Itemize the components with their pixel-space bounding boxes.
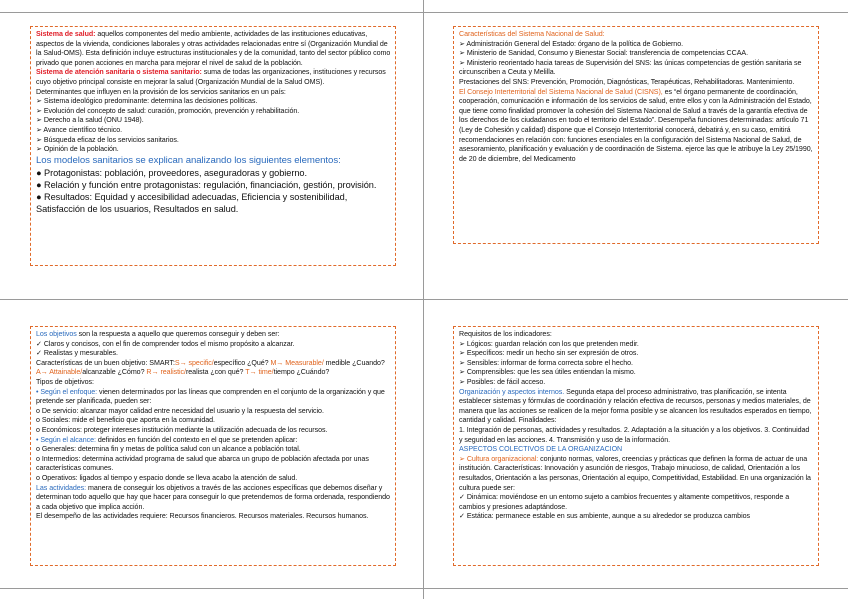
modelos-heading: Los modelos sanitarios se explican analizando los siguientes elementos: — [36, 154, 341, 166]
list-item: ➢ Lógicos: guardan relación con los que pretenden medir. — [459, 339, 639, 348]
tipos-heading: Tipos de objetivos: — [36, 377, 94, 386]
list-item: ➢ Sensibles: informar de forma correcta sobre el hecho. — [459, 358, 633, 367]
requisitos-heading: Requisitos de los indicadores: — [459, 330, 552, 338]
list-item: ➢ Ministerio de Sanidad, Consumo y Bienestar Social: transferencia de competencias CCAA. — [459, 49, 748, 58]
definicion-sistema-salud: Sistema de salud: aquellos componentes del medio ambiente, actividades de las instituciones educativas, aspectos de la vivienda, condiciones laborales y otras actividades relacionadas entre sí (Organización Mundial de la Salud-OMS). Esta definición incluye estructuras institucionales y de la comunidad, tanto del sector público como privado que ponen acciones en marcha para mejorar el nivel de salud de la población. — [36, 30, 391, 67]
list-item: o Intermedios: determina actividad programa de salud que abarca un grupo de población afectada por unas características comunes. — [36, 454, 369, 473]
alcance-paragraph: • Según el alcance: definidos en función del contexto en el que se pretenden aplicar: — [36, 435, 298, 444]
list-item: ➢ Comprensibles: que les sea útiles entiendan la mismo. — [459, 368, 636, 377]
smart-line: Características de un buen objetivo: SMART:S→ specific/específico ¿Qué? M→ Measurable/ medible ¿Cuando? A→ Attainable/alcanzable ¿Cómo? R→ realistic/realista ¿con qué? T→ time/tiempo ¿Cuándo? — [36, 358, 385, 377]
list-item: ➢ Avance científico técnico. — [36, 125, 123, 134]
enfoque-paragraph: • Según el enfoque: vienen determinados por las líneas que comprenden en el conjunto de la organización y que pretende ser planificada, pueden ser: — [36, 387, 385, 406]
card-indicadores — [453, 326, 819, 566]
list-item: o De servicio: alcanzar mayor calidad entre necesidad del usuario y la respuesta del servicio. — [36, 406, 324, 415]
aspectos-heading: ASPECTOS COLECTIVOS DE LA ORGANIZACION — [459, 445, 623, 454]
bottom-guide-line — [0, 588, 848, 589]
list-item: ➢ Derecho a la salud (ONU 1948). — [36, 116, 144, 125]
list-item: ➢ Posibles: de fácil acceso. — [459, 377, 546, 386]
determinantes-heading: Determinantes que influyen en la provisión de los servicios sanitarios en un país: — [36, 87, 286, 96]
list-item: ● Protagonistas: población, proveedores, aseguradoras y gobierno. — [36, 167, 307, 178]
card-sistema-nacional — [453, 26, 819, 244]
actividades-paragraph: Las actividades: manera de conseguir los objetivos a través de las acciones específicas que debemos diseñar y determinan todo aquello que hay que hacer para conseguir lo que pretendemos de forma ordenada, respondiendo a cada objetivo que implica acción. — [36, 483, 390, 511]
list-item: ✓ Claros y concisos, con el fin de comprender todos el mismo propósito a alcanzar. — [36, 339, 295, 348]
list-item: ➢ Específicos: medir un hecho sin ser expresión de otros. — [459, 349, 639, 358]
list-item: ✓ Estática: permanece estable en sus ambiente, aunque a su alrededor se produzca cambios — [459, 512, 750, 521]
objetivos-intro: Los objetivos son la respuesta a aquello que queremos conseguir y deben ser: — [36, 330, 280, 338]
list-item: ➢ Administración General del Estado: órgano de la política de Gobierno. — [459, 39, 684, 48]
list-item: o Generales: determina fin y metas de política salud con un alcance a población total. — [36, 445, 301, 454]
list-item: ● Relación y función entre protagonistas: regulación, financiación, gestión, provisión. — [36, 179, 377, 190]
recursos-line: El desempeño de las actividades requiere: Recursos financieros. Recursos materiales. Recursos humanos. — [36, 512, 369, 521]
cisns-paragraph: El Consejo Interterritorial del Sistema Nacional de Salud (CISNS), es “el órgano permanente de coordinación, cooperación, comunicación e información de los servicios de salud, entre ellos y con la Administración del Estado, que tiene como finalidad promover la cohesión del Sistema Nacional de Salud a través de la garantía efectiva de los derechos de los ciudadanos en todo el territorio del Estado”. Desempeña funciones determinadas: artículo 71 (Ley de Cohesión y calidad) dispone que el Consejo Interterritorial conocerá, debatirá y, en su caso, emitirá recomendaciones en relación con: funciones esenciales en la configuración del Sistema Nacional de Salud, de asesoramiento, planificación y evaluación y de coordinación de Sistema. ejerce las que le atribuye la Ley 25/1990, de 20 de diciembre, del Medicamento — [459, 87, 813, 163]
list-item: ➢ Búsqueda eficaz de los servicios sanitarios. — [36, 135, 179, 144]
middle-guide-line — [0, 299, 848, 300]
top-guide-line — [0, 12, 848, 13]
finalidades: 1. Integración de personas, actividades y resultados. 2. Adaptación a la situación y a los objetivos. 3. Continuidad y seguridad en las acciones. 4. Transmisión y uso de la información. — [459, 425, 810, 444]
list-item: ✓ Realistas y mesurables. — [36, 349, 118, 358]
center-guide-line — [423, 0, 424, 599]
list-item: o Operativos: ligados al tiempo y espacio donde se lleva acabo la atención de salud. — [36, 473, 298, 482]
list-item: o Sociales: mide el beneficio que aporta en la comunidad. — [36, 416, 215, 425]
list-item: ➢ Ministerio reorientado hacia tareas de Supervisión del SNS: las únicas competencias de gestión sanitaria se circunscriben a Ceuta y Melilla. — [459, 58, 802, 77]
list-item: ➢ Sistema ideológico predominante: determina las decisiones políticas. — [36, 97, 258, 106]
card-objetivos — [30, 326, 396, 566]
list-item: ● Resultados: Equidad y accesibilidad adecuadas, Eficiencia y sostenibilidad, Satisfacción de los usuarios, Resultados en salud. — [36, 192, 348, 215]
cultura-paragraph: ➢ Cultura organizacional: conjunto normas, valores, creencias y prácticas que definen la forma de actuar de una institución. Características: Innovación y asunción de riesgos, Trabajo minucioso, de calidad, Orientación a los resultados, Orientación a las personas, Orientación al equipo, Competitividad, Estabilidad. En una organización la cultura puede ser: — [459, 454, 811, 492]
card-title: Características del Sistema Nacional de Salud: — [459, 30, 605, 38]
organizacion-paragraph: Organización y aspectos internos. Segunda etapa del proceso administrativo, tras planificación, se intenta establecer sistemas y fórmulas de coordinación y relación efectiva de recursos, personas y medios materiales, de manera que las acciones se realicen de la mejor forma posible y se alcancen los resultados esperados en tiempo, cantidad y calidad. Finalidades: — [459, 387, 812, 425]
list-item: ➢ Evolución del concepto de salud: curación, promoción, prevención y rehabilitación. — [36, 106, 300, 115]
card-sistema-salud — [30, 26, 396, 266]
list-item: o Económicos: proteger intereses institución mediante la utilización adecuada de los recursos. — [36, 425, 328, 434]
prestaciones: Prestaciones del SNS: Prevención, Promoción, Diagnósticas, Terapéuticas, Rehabilitadoras. Mantenimiento. — [459, 77, 795, 86]
definicion-sistema-sanitario: Sistema de atención sanitaria o sistema sanitario: suma de todas las organizaciones, instituciones y recursos cuyo objetivo principal consiste en mejorar la salud (Organización Mundial de la Salud OMS). — [36, 68, 386, 86]
list-item: ✓ Dinámica: moviéndose en un entorno sujeto a cambios frecuentes y altamente competitivos, responde a cambios y presiones adaptándose. — [459, 493, 790, 511]
list-item: ➢ Opinión de la población. — [36, 145, 119, 154]
